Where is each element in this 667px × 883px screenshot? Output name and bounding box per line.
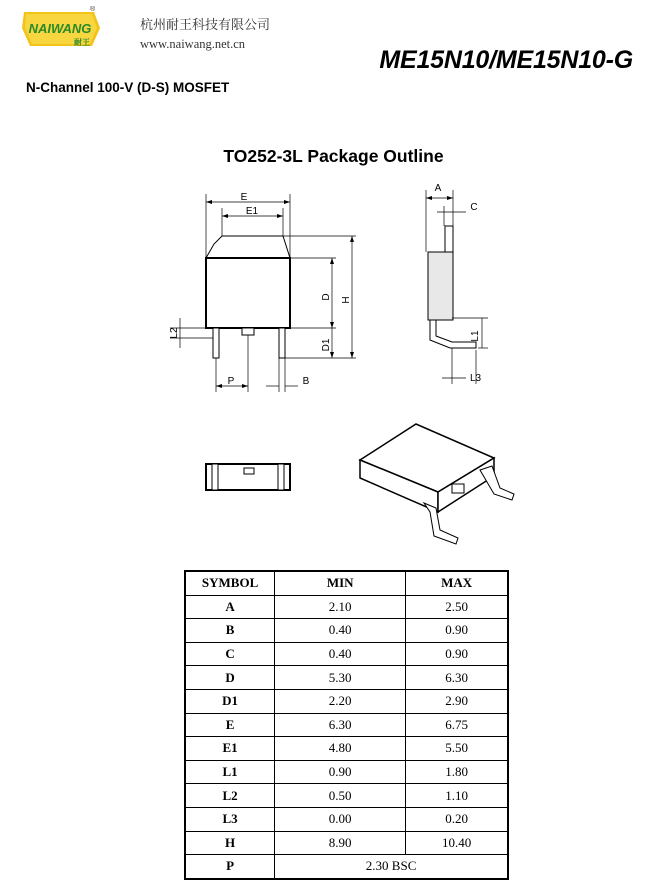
cell-min: 0.40 [275, 619, 406, 643]
svg-text:®: ® [90, 6, 96, 13]
header-symbol: SYMBOL [185, 571, 275, 595]
cell-min: 8.90 [275, 831, 406, 855]
cell-symbol: P [185, 855, 275, 879]
table-row [185, 807, 508, 831]
cell-max: 0.90 [406, 619, 508, 643]
cell-max: 2.90 [406, 689, 508, 713]
cell-symbol: C [185, 642, 275, 666]
svg-text:H: H [341, 296, 352, 304]
tab-outline [206, 236, 290, 258]
svg-text:L2: L2 [169, 327, 180, 339]
cell-min: 2.10 [275, 595, 406, 619]
cell-min: 0.90 [275, 760, 406, 784]
table-row [185, 642, 508, 666]
table-row [185, 666, 508, 690]
lead-left [213, 328, 219, 358]
device-subtitle: N-Channel 100-V (D-S) MOSFET [26, 80, 230, 95]
lead-right [279, 328, 285, 358]
table-header-row [185, 571, 508, 595]
svg-text:E: E [240, 192, 248, 203]
table-row [185, 619, 508, 643]
body-outline [206, 258, 290, 328]
cell-symbol: L3 [185, 807, 275, 831]
svg-text:C: C [470, 202, 478, 213]
cell-symbol: L2 [185, 784, 275, 808]
company-name: 杭州耐王科技有限公司 [140, 18, 271, 33]
model-number: ME15N10/ME15N10-G [379, 46, 633, 74]
cell-max: 2.50 [406, 595, 508, 619]
cell-symbol: E [185, 713, 275, 737]
table-row [185, 595, 508, 619]
svg-text:L1: L1 [470, 330, 481, 342]
table-row [185, 713, 508, 737]
table-row [185, 689, 508, 713]
svg-text:耐王: 耐王 [74, 38, 90, 47]
cell-min: 2.20 [275, 689, 406, 713]
cell-symbol: H [185, 831, 275, 855]
cell-symbol: A [185, 595, 275, 619]
iso-lead-right [480, 466, 514, 500]
cell-max: 0.20 [406, 807, 508, 831]
table-row [185, 760, 508, 784]
cell-min: 6.30 [275, 713, 406, 737]
header-max: MAX [406, 571, 508, 595]
svg-text:L3: L3 [470, 373, 482, 384]
cell-min: 0.50 [275, 784, 406, 808]
svg-text:E1: E1 [245, 206, 259, 217]
svg-text:D: D [321, 293, 332, 301]
svg-text:B: B [302, 376, 310, 387]
cell-max: 6.30 [406, 666, 508, 690]
cell-min: 0.40 [275, 642, 406, 666]
cell-min: 4.80 [275, 737, 406, 761]
svg-text:D1: D1 [321, 338, 332, 352]
header-min: MIN [275, 571, 406, 595]
cell-symbol: D [185, 666, 275, 690]
svg-text:NAIWANG: NAIWANG [28, 21, 92, 36]
cell-min: 0.00 [275, 807, 406, 831]
cell-symbol: L1 [185, 760, 275, 784]
website-url: www.naiwang.net.cn [140, 37, 246, 51]
cell-max: 1.80 [406, 760, 508, 784]
package-outline-title: TO252-3L Package Outline [223, 146, 444, 166]
cell-symbol: D1 [185, 689, 275, 713]
table-row [185, 831, 508, 855]
dimension-table [184, 570, 509, 880]
cell-max: 1.10 [406, 784, 508, 808]
cell-max: 6.75 [406, 713, 508, 737]
cell-min: 5.30 [275, 666, 406, 690]
center-tab [242, 328, 254, 335]
table-row [185, 855, 508, 879]
cell-max: 10.40 [406, 831, 508, 855]
svg-text:P: P [227, 376, 235, 387]
cell-symbol: E1 [185, 737, 275, 761]
table-row [185, 784, 508, 808]
table-row [185, 737, 508, 761]
svg-text:A: A [434, 183, 442, 194]
cell-max: 0.90 [406, 642, 508, 666]
side-tab [445, 226, 453, 252]
cell-max: 5.50 [406, 737, 508, 761]
cell-value-bsc: 2.30 BSC [275, 855, 508, 879]
cell-symbol: B [185, 619, 275, 643]
side-body [428, 252, 453, 320]
